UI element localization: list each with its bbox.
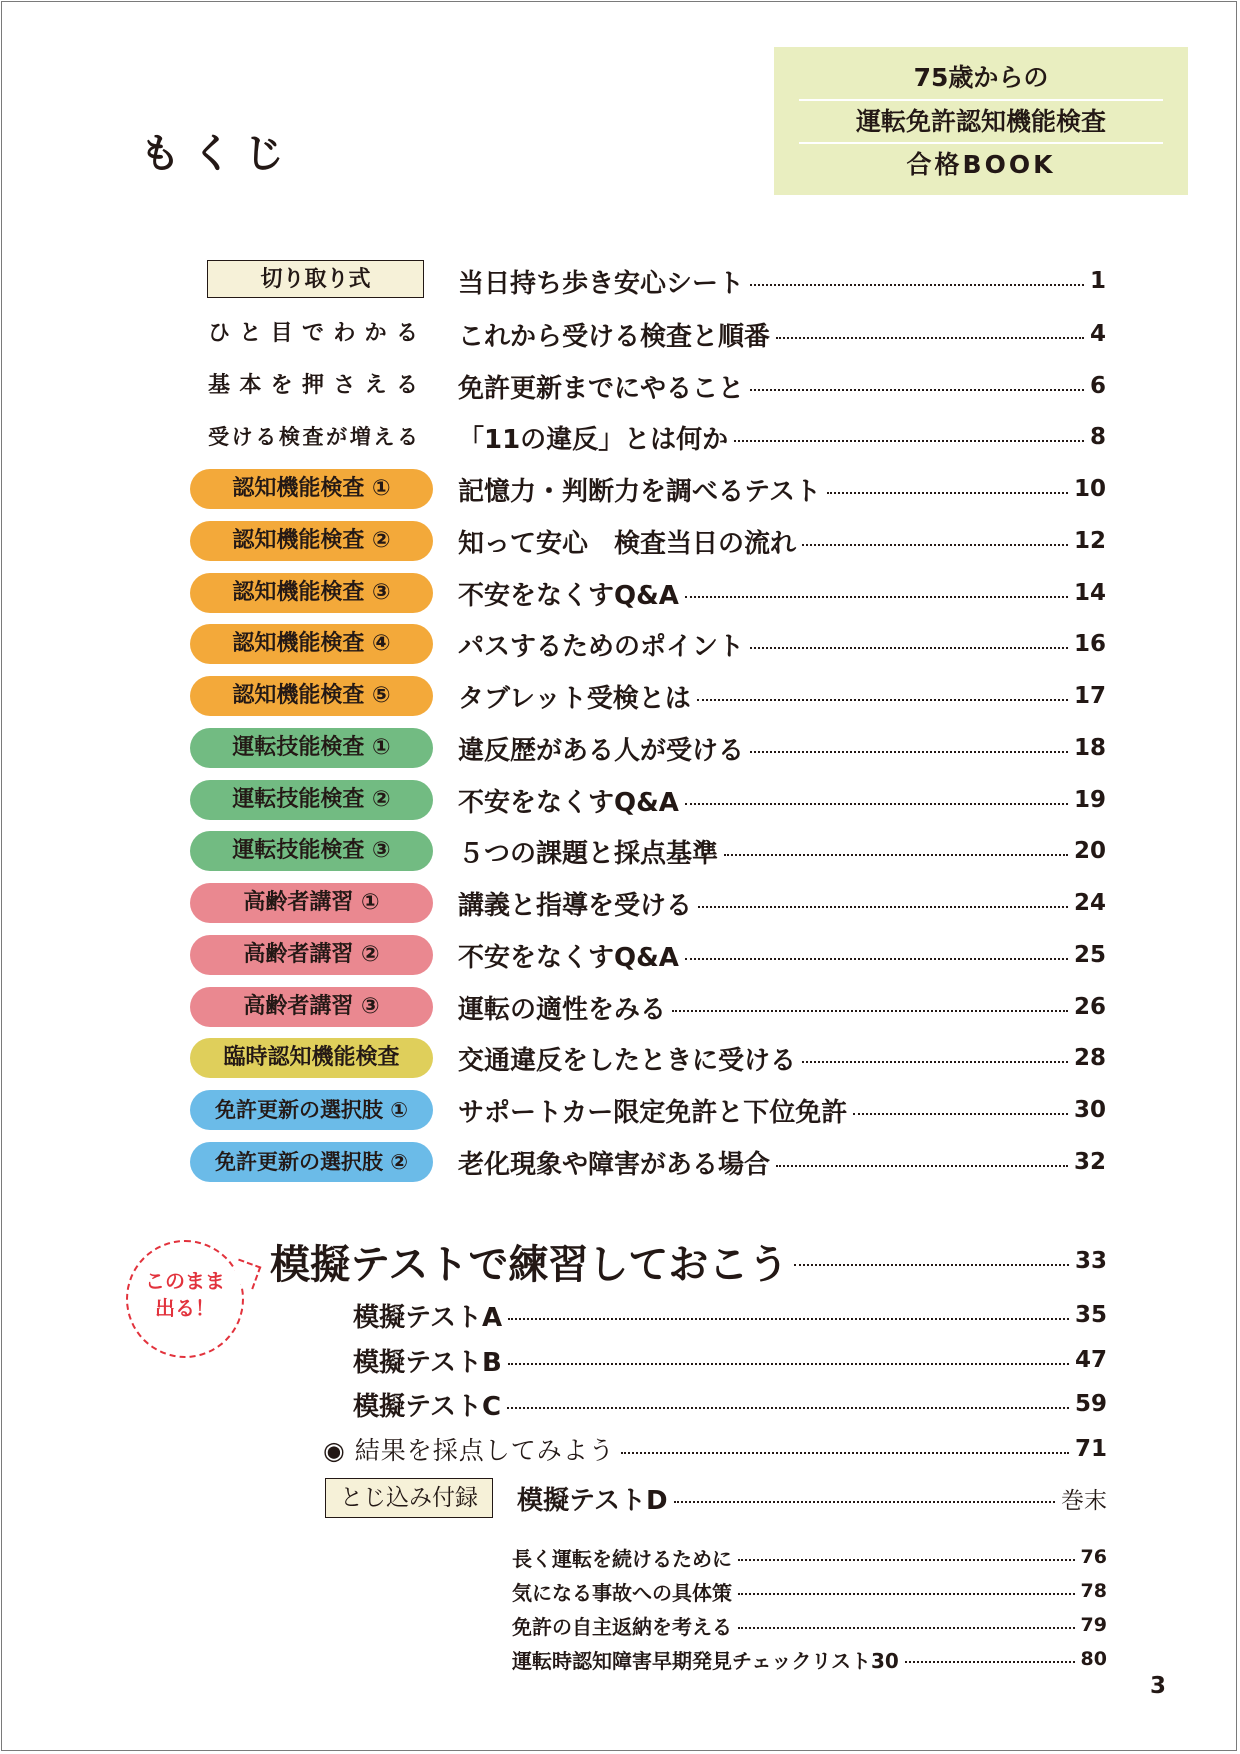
toc-row-cutout-sheet[interactable] (186, 260, 1106, 302)
toc-page: 巻末 (1061, 1487, 1107, 1514)
toc-row-cognitive-1[interactable] (186, 468, 1106, 510)
toc-label-pill: 運転技能検査 ② (190, 780, 433, 820)
toc-label: ひと目でわかる (208, 321, 418, 346)
toc-title: 交通違反をしたときに受ける (458, 1045, 797, 1076)
toc-title: 免許更新までにやること (458, 373, 745, 404)
book-title-line-3: 合格BOOK (906, 150, 1056, 179)
page-number: 3 (1150, 1673, 1167, 1699)
mock-test-title: 模擬テストA (353, 1302, 503, 1333)
dot-leader (698, 906, 1068, 908)
extra-page: 78 (1080, 1580, 1107, 1602)
extra-row[interactable] (512, 1644, 1107, 1674)
dot-leader (697, 699, 1068, 701)
toc-row-basics[interactable] (186, 365, 1106, 407)
toc-label-pill: 認知機能検査 ③ (190, 573, 433, 613)
extra-title: 運転時認知障害早期発見チェックリスト30 (512, 1648, 899, 1673)
toc-title: パスするためのポイント (458, 631, 745, 662)
toc-title: 不安をなくすQ&A (458, 787, 679, 818)
toc-row-driving-2[interactable] (186, 779, 1106, 821)
toc-label: 切り取り式 (207, 260, 424, 298)
toc-title: 当日持ち歩き安心シート (458, 268, 745, 299)
toc-page: 30 (1073, 1097, 1106, 1123)
dot-leader (776, 337, 1084, 339)
toc-row-senior-2[interactable] (186, 934, 1106, 976)
dot-leader (905, 1661, 1075, 1663)
book-title-box (774, 47, 1188, 195)
dot-leader (507, 1407, 1069, 1409)
toc-page: 19 (1073, 787, 1106, 813)
toc-page: 59 (1074, 1391, 1107, 1417)
toc-label-pill: 高齢者講習 ③ (190, 987, 433, 1027)
dot-leader (508, 1318, 1069, 1320)
dot-leader (621, 1452, 1069, 1454)
toc-page: 6 (1089, 373, 1106, 399)
dot-leader (685, 803, 1068, 805)
speech-badge-text (126, 1268, 244, 1322)
toc-row-cognitive-3[interactable] (186, 572, 1106, 614)
dot-leader (738, 1593, 1075, 1595)
badge-line-1: このまま (145, 1269, 225, 1293)
toc-page: 26 (1073, 994, 1106, 1020)
toc-page: 10 (1073, 476, 1106, 502)
dot-leader (853, 1113, 1068, 1115)
book-title-line-2: 運転免許認知機能検査 (855, 107, 1106, 136)
dot-leader (750, 389, 1084, 391)
toc-page: 32 (1073, 1149, 1106, 1175)
extra-page: 80 (1080, 1648, 1107, 1670)
extra-page: 79 (1080, 1614, 1107, 1636)
toc-row-renewal-2[interactable] (186, 1141, 1106, 1183)
mock-test-b-row[interactable] (353, 1337, 1107, 1383)
toc-row-cognitive-4[interactable] (186, 623, 1106, 665)
toc-page: 28 (1073, 1045, 1106, 1071)
extra-title: 免許の自主返納を考える (512, 1614, 732, 1639)
toc-page: 4 (1089, 321, 1106, 347)
toc-label-pill: 運転技能検査 ① (190, 728, 433, 768)
mock-heading-row[interactable] (270, 1238, 1107, 1288)
toc-row-cognitive-2[interactable] (186, 520, 1106, 562)
dot-leader (738, 1627, 1075, 1629)
mock-test-title: 模擬テストB (353, 1347, 502, 1378)
dot-leader (750, 751, 1068, 753)
toc-title: 不安をなくすQ&A (458, 580, 679, 611)
dot-leader (776, 1165, 1068, 1167)
toc-title: サポートカー限定免許と下位免許 (458, 1097, 848, 1128)
toc-title: 運転の適性をみる (458, 994, 667, 1025)
dot-leader (750, 284, 1084, 286)
mock-heading: 模擬テストで練習しておこう (270, 1241, 789, 1288)
toc-label-pill: 認知機能検査 ① (190, 469, 433, 509)
toc-label-pill: 認知機能検査 ② (190, 521, 433, 561)
dot-leader (738, 1559, 1075, 1561)
dot-leader (674, 1501, 1055, 1503)
appendix-row[interactable] (325, 1475, 1107, 1521)
mock-test-title: 模擬テストC (353, 1391, 502, 1422)
dot-leader (672, 1010, 1068, 1012)
toc-title: ５つの課題と採点基準 (458, 838, 719, 869)
dot-leader (685, 596, 1068, 598)
toc-title: 「11の違反」とは何か (458, 424, 729, 455)
toc-label-pill: 運転技能検査 ③ (190, 831, 433, 871)
toc-title: 不安をなくすQ&A (458, 942, 679, 973)
dot-leader (734, 440, 1084, 442)
badge-line-2: 出る！ (155, 1296, 215, 1320)
toc-page: 47 (1074, 1347, 1107, 1373)
toc-row-cognitive-5[interactable] (186, 675, 1106, 717)
scoring-title: ◉ 結果を採点してみよう (323, 1436, 615, 1465)
dot-leader (794, 1264, 1069, 1266)
dot-leader (802, 1061, 1068, 1063)
book-title-line-1: 75歳からの (913, 63, 1049, 92)
toc-label-pill: 高齢者講習 ① (190, 883, 433, 923)
toc-row-driving-3[interactable] (186, 830, 1106, 872)
toc-label-pill: 臨時認知機能検査 (190, 1038, 433, 1078)
dot-leader (685, 958, 1068, 960)
toc-page: 12 (1073, 528, 1106, 554)
toc-label-pill: 認知機能検査 ⑤ (190, 676, 433, 716)
extra-row[interactable] (512, 1576, 1107, 1606)
toc-page: 18 (1073, 735, 1106, 761)
appendix-tag: とじ込み付録 (325, 1478, 493, 1518)
toc-row-driving-1[interactable] (186, 727, 1106, 769)
toc-title: 講義と指導を受ける (458, 890, 693, 921)
extra-row[interactable] (512, 1542, 1107, 1572)
toc-label-pill: 高齢者講習 ② (190, 935, 433, 975)
toc-page: 1 (1089, 268, 1106, 294)
toc-label-pill: 免許更新の選択肢 ② (190, 1142, 433, 1182)
dot-leader (802, 544, 1068, 546)
toc-page: 24 (1073, 890, 1106, 916)
extra-page: 76 (1080, 1546, 1107, 1568)
toc-title: 違反歴がある人が受ける (458, 735, 745, 766)
toc-title: これから受ける検査と順番 (458, 321, 771, 352)
toc-page: 16 (1073, 631, 1106, 657)
mock-test-c-row[interactable] (353, 1381, 1107, 1427)
toc-page: 35 (1074, 1302, 1107, 1328)
toc-row-violations[interactable] (186, 416, 1106, 458)
toc-title: 知って安心 検査当日の流れ (458, 528, 797, 559)
toc-title: 記憶力・判断力を調べるテスト (458, 476, 821, 507)
toc-page: 25 (1073, 942, 1106, 968)
page-title: もくじ (140, 131, 296, 177)
toc-label: 受ける検査が増える (208, 425, 418, 449)
toc-label-pill: 認知機能検査 ④ (190, 624, 433, 664)
toc-page: 71 (1074, 1436, 1107, 1462)
mock-test-a-row[interactable] (353, 1292, 1107, 1338)
toc-page: 20 (1073, 838, 1106, 864)
toc-title: タブレット受検とは (458, 683, 691, 714)
scoring-row[interactable] (323, 1426, 1107, 1472)
toc-row-renewal-1[interactable] (186, 1089, 1106, 1131)
dot-leader (508, 1363, 1069, 1365)
toc-page: 14 (1073, 580, 1106, 606)
toc-page: 8 (1089, 424, 1106, 450)
toc-page: 33 (1074, 1248, 1107, 1274)
extra-row[interactable] (512, 1610, 1107, 1640)
extra-title: 気になる事故への具体策 (512, 1580, 732, 1605)
dot-leader (750, 647, 1068, 649)
toc-row-overview[interactable] (186, 313, 1106, 355)
toc-row-temporary-cognitive[interactable] (186, 1037, 1106, 1079)
toc-label-pill: 免許更新の選択肢 ① (190, 1090, 433, 1130)
toc-row-senior-3[interactable] (186, 986, 1106, 1028)
dot-leader (827, 492, 1068, 494)
dot-leader (724, 854, 1068, 856)
toc-title: 老化現象や障害がある場合 (458, 1149, 771, 1180)
toc-row-senior-1[interactable] (186, 882, 1106, 924)
toc-label: 基本を押さえる (208, 373, 418, 398)
toc-page: 17 (1073, 683, 1106, 709)
appendix-title: 模擬テストD (517, 1485, 668, 1516)
extra-title: 長く運転を続けるために (512, 1546, 732, 1571)
